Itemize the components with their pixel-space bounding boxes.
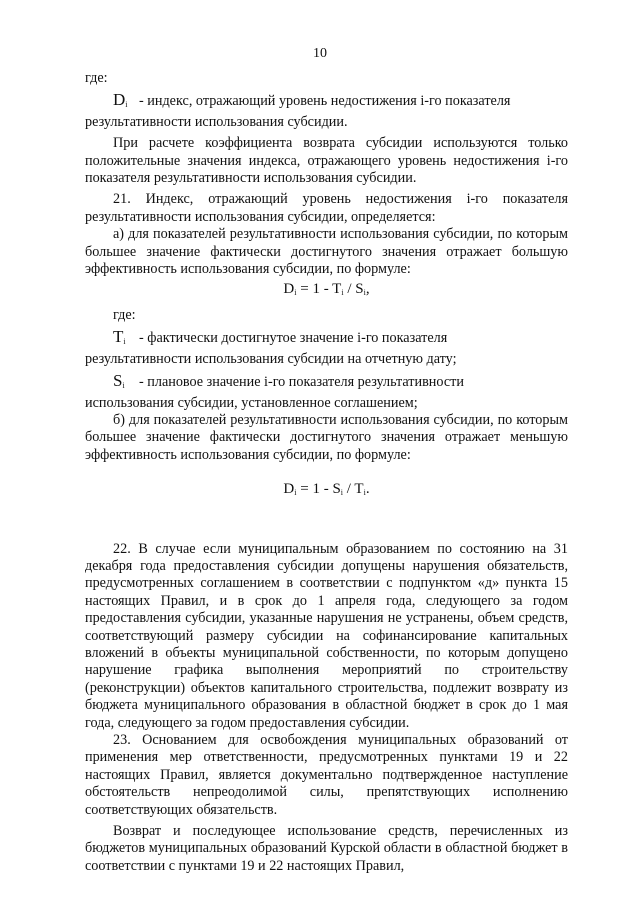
- where-label-2: где:: [113, 306, 136, 323]
- definition-d: [85, 91, 568, 113]
- where-label: где:: [85, 70, 108, 86]
- symbol-s: $S_i$: [113, 371, 125, 391]
- symbol-t: $T_i$: [113, 327, 126, 347]
- closing-paragraph: Возврат и последующее использование средств, перечисленных из бюджетов муниципальных образований Курской области в областной бюджет в соответствии с пунктами 19 и 22 настоящих Правил,: [85, 823, 568, 874]
- clause-21-item-a: а) для показателей результативности использования субсидии, по которым большее значение фактически достигнутого значения отражает большую эффективность использования субсидии, по формуле:: [85, 226, 568, 278]
- document-body: [85, 70, 568, 875]
- definition-d-cont: результативности использования субсидии.: [85, 113, 348, 130]
- definition-t-text: - фактически достигнутое значение i-го показателя: [139, 330, 448, 347]
- definition-t-cont: результативности использования субсидии на отчетную дату;: [85, 350, 457, 367]
- formula-b: $D_i = 1 - S_i / T_i$.: [283, 481, 370, 498]
- clause-21-item-b: б) для показателей результативности использования субсидии, по которым большее значение фактически достигнутого значения отражает меньшую эффективность использования субсидии, по формуле:: [85, 411, 568, 463]
- page-number: 10: [313, 46, 327, 61]
- paragraph-positive-values: При расчете коэффициента возврата субсидии используются только положительные значения индекса, отражающего уровень недостижения i-го показателя результативности использования субсидии.: [85, 135, 568, 187]
- definition-s-cont: использования субсидии, установленное соглашением;: [85, 394, 418, 411]
- definition-d-text: - индекс, отражающий уровень недостижения i-го показателя: [139, 93, 511, 110]
- definition-s: [85, 372, 568, 394]
- formula-a: $D_i = 1 - T_i / S_i$,: [283, 281, 370, 298]
- clause-21-intro: 21. Индекс, отражающий уровень недостижения i-го показателя результативности использования субсидии, определяется:: [85, 191, 568, 225]
- symbol-d: $D_i$: [113, 90, 128, 110]
- clause-23: 23. Основанием для освобождения муниципальных образований от применения мер ответственности, предусмотренных пунктами 19 и 22 настоящих Правил, является документально подтвержденное наступление обстоятельств непреодолимой силы, препятствующих исполнению соответствующих обязательств.: [85, 732, 568, 818]
- clause-22: 22. В случае если муниципальным образованием по состоянию на 31 декабря года предоставления субсидии допущены нарушения обязательств, предусмотренных соглашением в соответствии с подпунктом «д» пункта 15 настоящих Правил, и в срок до 1 апреля года, следующего за годом предоставления субсидии, указанные нарушения не устранены, объем средств, соответствующий размеру субсидии на софинансирование капитальных вложений в объекты муниципальной собственности, по которым допущено нарушение графика выполнения мероприятий по строительству (реконструкции) объектов капитального строительства, подлежит возврату из бюджета муниципального образования в областной бюджет в срок до 1 мая года, следующего за годом предоставления субсидии.: [85, 540, 568, 731]
- definition-s-text: - плановое значение i-го показателя результативности: [139, 374, 464, 391]
- definition-t: [85, 328, 568, 350]
